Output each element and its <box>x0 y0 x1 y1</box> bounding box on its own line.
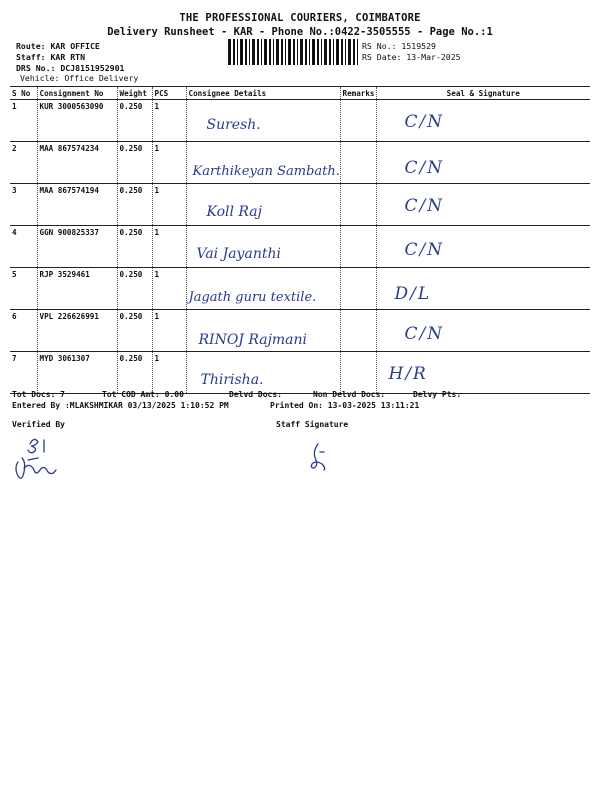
cell-pcs: 1 <box>152 268 186 310</box>
runsheet-subtitle: Delivery Runsheet - KAR - Phone No.:0422-3505555 - Page No.:1 <box>107 26 493 38</box>
vehicle-label: Vehicle: Office Delivery <box>20 73 139 83</box>
cell-seal <box>376 226 590 268</box>
cell-seal <box>376 352 590 394</box>
cell-consignment: VPL 226626991 <box>37 310 117 352</box>
cell-pcs: 1 <box>152 142 186 184</box>
cell-consignee <box>186 268 340 310</box>
cell-consignee <box>186 184 340 226</box>
header-pcs: PCS <box>152 87 186 100</box>
table-row <box>10 226 590 268</box>
cell-sno: 4 <box>10 226 37 268</box>
cell-seal <box>376 142 590 184</box>
header-weight: Weight <box>117 87 152 100</box>
company-title: THE PROFESSIONAL COURIERS, COIMBATORE <box>179 12 421 24</box>
cell-pcs: 1 <box>152 352 186 394</box>
consignee-handwriting: Suresh. <box>206 117 261 133</box>
table-row <box>10 184 590 226</box>
cell-pcs: 1 <box>152 184 186 226</box>
cell-seal <box>376 310 590 352</box>
status-handwriting: D/L <box>394 284 432 304</box>
cell-sno: 3 <box>10 184 37 226</box>
table-row <box>10 100 590 142</box>
delivery-table <box>10 86 590 394</box>
status-handwriting: C/N <box>404 240 445 260</box>
rs-number: RS No.: 1519529 <box>362 41 436 51</box>
cell-pcs: 1 <box>152 226 186 268</box>
staff-signature-icon <box>304 440 334 478</box>
cell-consignee <box>186 142 340 184</box>
cell-consignment: MYD 3061307 <box>37 352 117 394</box>
consignee-handwriting: Vai Jayanthi <box>196 246 281 262</box>
cell-remarks <box>340 268 376 310</box>
rs-date: RS Date: 13-Mar-2025 <box>362 52 461 62</box>
cell-remarks <box>340 142 376 184</box>
cell-remarks <box>340 184 376 226</box>
table-row <box>10 142 590 184</box>
status-handwriting: C/N <box>404 112 445 132</box>
entered-by: Entered By :MLAKSHMIKAR 03/13/2025 1:10:52 PM <box>12 401 229 410</box>
cell-seal <box>376 268 590 310</box>
table-row <box>10 310 590 352</box>
cell-pcs: 1 <box>152 310 186 352</box>
status-handwriting: C/N <box>404 158 445 178</box>
header-consignment: Consignment No <box>37 87 117 100</box>
cell-consignment: MAA 867574234 <box>37 142 117 184</box>
status-handwriting: H/R <box>388 364 428 384</box>
cell-seal <box>376 100 590 142</box>
cell-consignee <box>186 226 340 268</box>
cell-consignment: MAA 867574194 <box>37 184 117 226</box>
tot-cod: Tot COD Amt: 0.00 <box>102 390 184 399</box>
delvd-docs: Delvd Docs: <box>229 390 282 399</box>
staff-label: Staff: KAR RTN <box>16 52 86 62</box>
status-handwriting: C/N <box>404 196 445 216</box>
cell-consignee <box>186 310 340 352</box>
cell-remarks <box>340 100 376 142</box>
printed-on: Printed On: 13-03-2025 13:11:21 <box>270 401 420 410</box>
tot-docs: Tot Docs: 7 <box>12 390 65 399</box>
consignee-handwriting: RINOJ Rajmani <box>198 332 308 348</box>
non-delvd-docs: Non Delvd Docs: <box>313 390 386 399</box>
cell-seal <box>376 184 590 226</box>
staff-signature-label: Staff Signature <box>276 420 349 429</box>
cell-sno: 7 <box>10 352 37 394</box>
drs-number: DRS No.: DCJ8151952901 <box>16 63 125 73</box>
barcode-icon <box>228 39 358 65</box>
cell-remarks <box>340 226 376 268</box>
status-handwriting: C/N <box>404 324 445 344</box>
cell-sno: 2 <box>10 142 37 184</box>
cell-consignment: GGN 900825337 <box>37 226 117 268</box>
verifier-signature-icon <box>8 432 68 488</box>
verified-by-label: Verified By <box>12 420 65 429</box>
cell-weight: 0.250 <box>117 352 152 394</box>
header-consignee: Consignee Details <box>186 87 340 100</box>
cell-pcs: 1 <box>152 100 186 142</box>
cell-sno: 1 <box>10 100 37 142</box>
cell-consignment: RJP 3529461 <box>37 268 117 310</box>
cell-weight: 0.250 <box>117 310 152 352</box>
cell-consignee <box>186 100 340 142</box>
cell-weight: 0.250 <box>117 226 152 268</box>
cell-sno: 6 <box>10 310 37 352</box>
cell-weight: 0.250 <box>117 184 152 226</box>
cell-remarks <box>340 352 376 394</box>
table-row <box>10 268 590 310</box>
table-header-row <box>10 87 590 100</box>
header-seal: Seal & Signature <box>376 87 590 100</box>
cell-weight: 0.250 <box>117 142 152 184</box>
delvy-pts: Delvy Pts: <box>413 390 462 399</box>
consignee-handwriting: Thirisha. <box>200 372 264 388</box>
table-row <box>10 352 590 394</box>
consignee-handwriting: Jagath guru textile. <box>188 290 317 305</box>
route-label: Route: KAR OFFICE <box>16 41 100 51</box>
cell-weight: 0.250 <box>117 268 152 310</box>
consignee-handwriting: Koll Raj <box>206 204 262 220</box>
cell-consignment: KUR 3000563090 <box>37 100 117 142</box>
consignee-handwriting: Karthikeyan Sambath. <box>192 164 340 179</box>
cell-sno: 5 <box>10 268 37 310</box>
header-remarks: Remarks <box>340 87 376 100</box>
cell-weight: 0.250 <box>117 100 152 142</box>
cell-remarks <box>340 310 376 352</box>
cell-consignee <box>186 352 340 394</box>
header-sno: S No <box>10 87 37 100</box>
